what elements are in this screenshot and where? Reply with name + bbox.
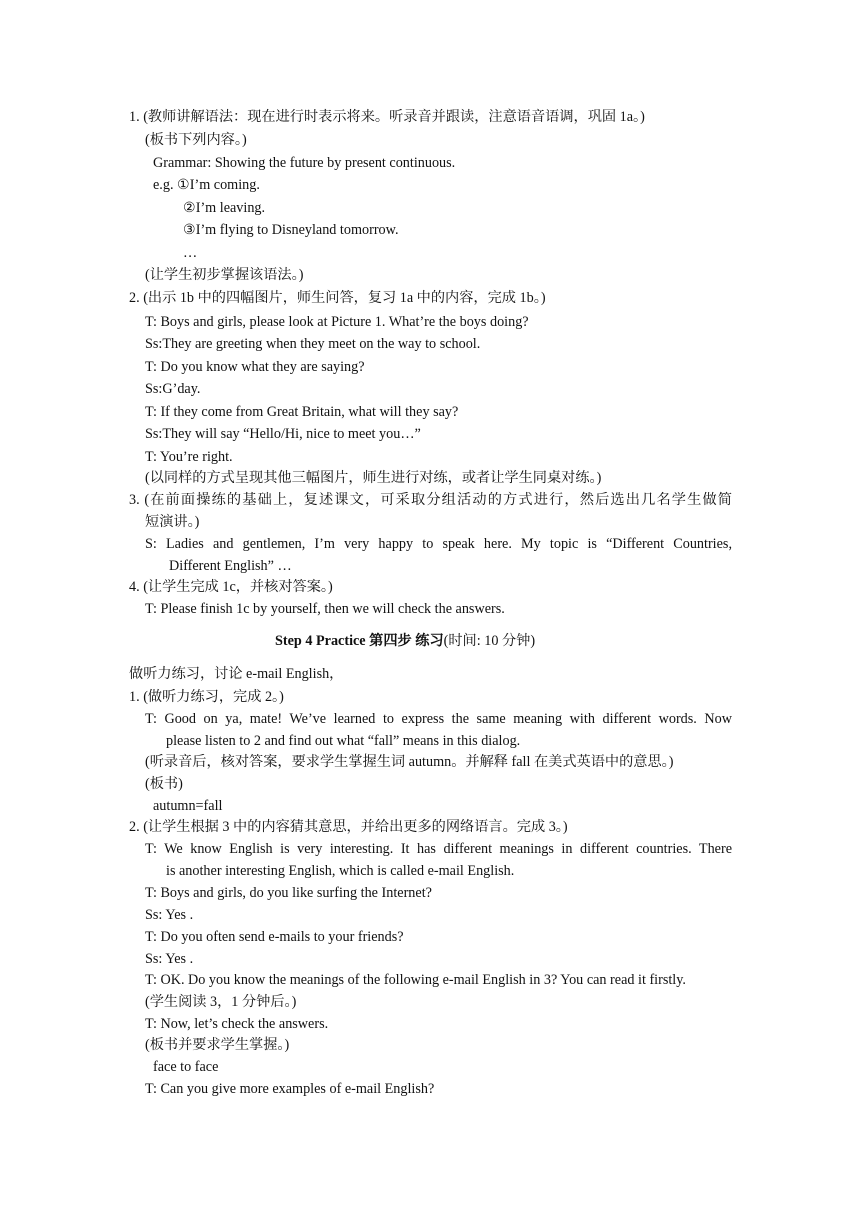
grammar-line: Grammar: Showing the future by present continuous. <box>153 155 456 171</box>
speech-line-cont: Different English” … <box>169 558 292 574</box>
note: (让学生初步掌握该语法。) <box>145 267 304 283</box>
dialog-line: T: You’re right. <box>145 449 233 465</box>
example-2: ②I’m leaving. <box>183 200 266 216</box>
board-content: autumn=fall <box>153 798 223 814</box>
dialog-line: T: Can you give more examples of e-mail English? <box>145 1081 435 1097</box>
board-content: face to face <box>153 1059 219 1075</box>
board-note: (板书并要求学生掌握。) <box>145 1037 290 1053</box>
item-4: 4. (让学生完成 1c，并核对答案。) <box>129 579 333 595</box>
item-2: 2. (出示 1b 中的四幅图片，师生问答，复习 1a 中的内容，完成 1b。) <box>129 290 546 306</box>
step-heading-main: Step 4 Practice 第四步 练习 <box>275 633 444 649</box>
step-heading-time: (时间: 10 分钟) <box>443 633 536 649</box>
dialog-line: T: Please finish 1c by yourself, then we will check the answers. <box>145 601 505 617</box>
dialog-line: Ss: Yes . <box>145 907 194 923</box>
ellipsis: … <box>183 245 198 261</box>
dialog-line: T: Good on ya, mate! We’ve learned to express the same meaning with different words. Now <box>145 711 732 727</box>
dialog-line: T: Boys and girls, do you like surfing the Internet? <box>145 885 432 901</box>
example-1: e.g. ①I’m coming. <box>153 177 260 193</box>
dialog-line: Ss: Yes . <box>145 951 194 967</box>
board-note: (板书下列内容。) <box>145 132 247 148</box>
dialog-line: T: Do you often send e-mails to your friends? <box>145 929 404 945</box>
item-3-cont: 短演讲。) <box>145 514 200 530</box>
note: (学生阅读 3，1 分钟后。) <box>145 994 297 1010</box>
item-1: 1. (教师讲解语法：现在进行时表示将来。听录音并跟读，注意语音语调，巩固 1a。) <box>129 109 645 125</box>
dialog-line: T: If they come from Great Britain, what will they say? <box>145 404 459 420</box>
dialog-line: T: OK. Do you know the meanings of the following e-mail English in 3? You can read it firstly. <box>145 972 686 988</box>
example-3: ③I’m flying to Disneyland tomorrow. <box>183 222 399 238</box>
dialog-line: Ss:They are greeting when they meet on the way to school. <box>145 336 481 352</box>
dialog-line: T: Boys and girls, please look at Picture 1. What’re the boys doing? <box>145 314 529 330</box>
item-3: 3. (在前面操练的基础上，复述课文，可采取分组活动的方式进行，然后选出几名学生做简 <box>129 492 732 508</box>
board-note: (板书) <box>145 776 183 792</box>
dialog-line: T: Now, let’s check the answers. <box>145 1016 329 1032</box>
dialog-line-cont: please listen to 2 and find out what “fall” means in this dialog. <box>166 733 521 749</box>
item-2: 2. (让学生根据 3 中的内容猜其意思，并给出更多的网络语言。完成 3。) <box>129 819 568 835</box>
note: (听录音后，核对答案，要求学生掌握生词 autumn。并解释 fall 在美式英语中的意思。) <box>145 754 674 770</box>
item-1: 1. (做听力练习，完成 2。) <box>129 689 284 705</box>
step-heading <box>275 632 535 650</box>
dialog-line: T: We know English is very interesting. It has different meanings in different countries. There <box>145 841 732 857</box>
speech-line: S: Ladies and gentlemen, I’m very happy to speak here. My topic is “Different Countries, <box>145 536 732 552</box>
dialog-line: T: Do you know what they are saying? <box>145 359 365 375</box>
dialog-line-cont: is another interesting English, which is called e-mail English. <box>166 863 515 879</box>
note: (以同样的方式呈现其他三幅图片，师生进行对练，或者让学生同桌对练。) <box>145 470 602 486</box>
dialog-line: Ss:G’day. <box>145 381 201 397</box>
dialog-line: Ss:They will say “Hello/Hi, nice to meet you…” <box>145 426 421 442</box>
intro-line: 做听力练习，讨论 e-mail English， <box>129 666 344 682</box>
